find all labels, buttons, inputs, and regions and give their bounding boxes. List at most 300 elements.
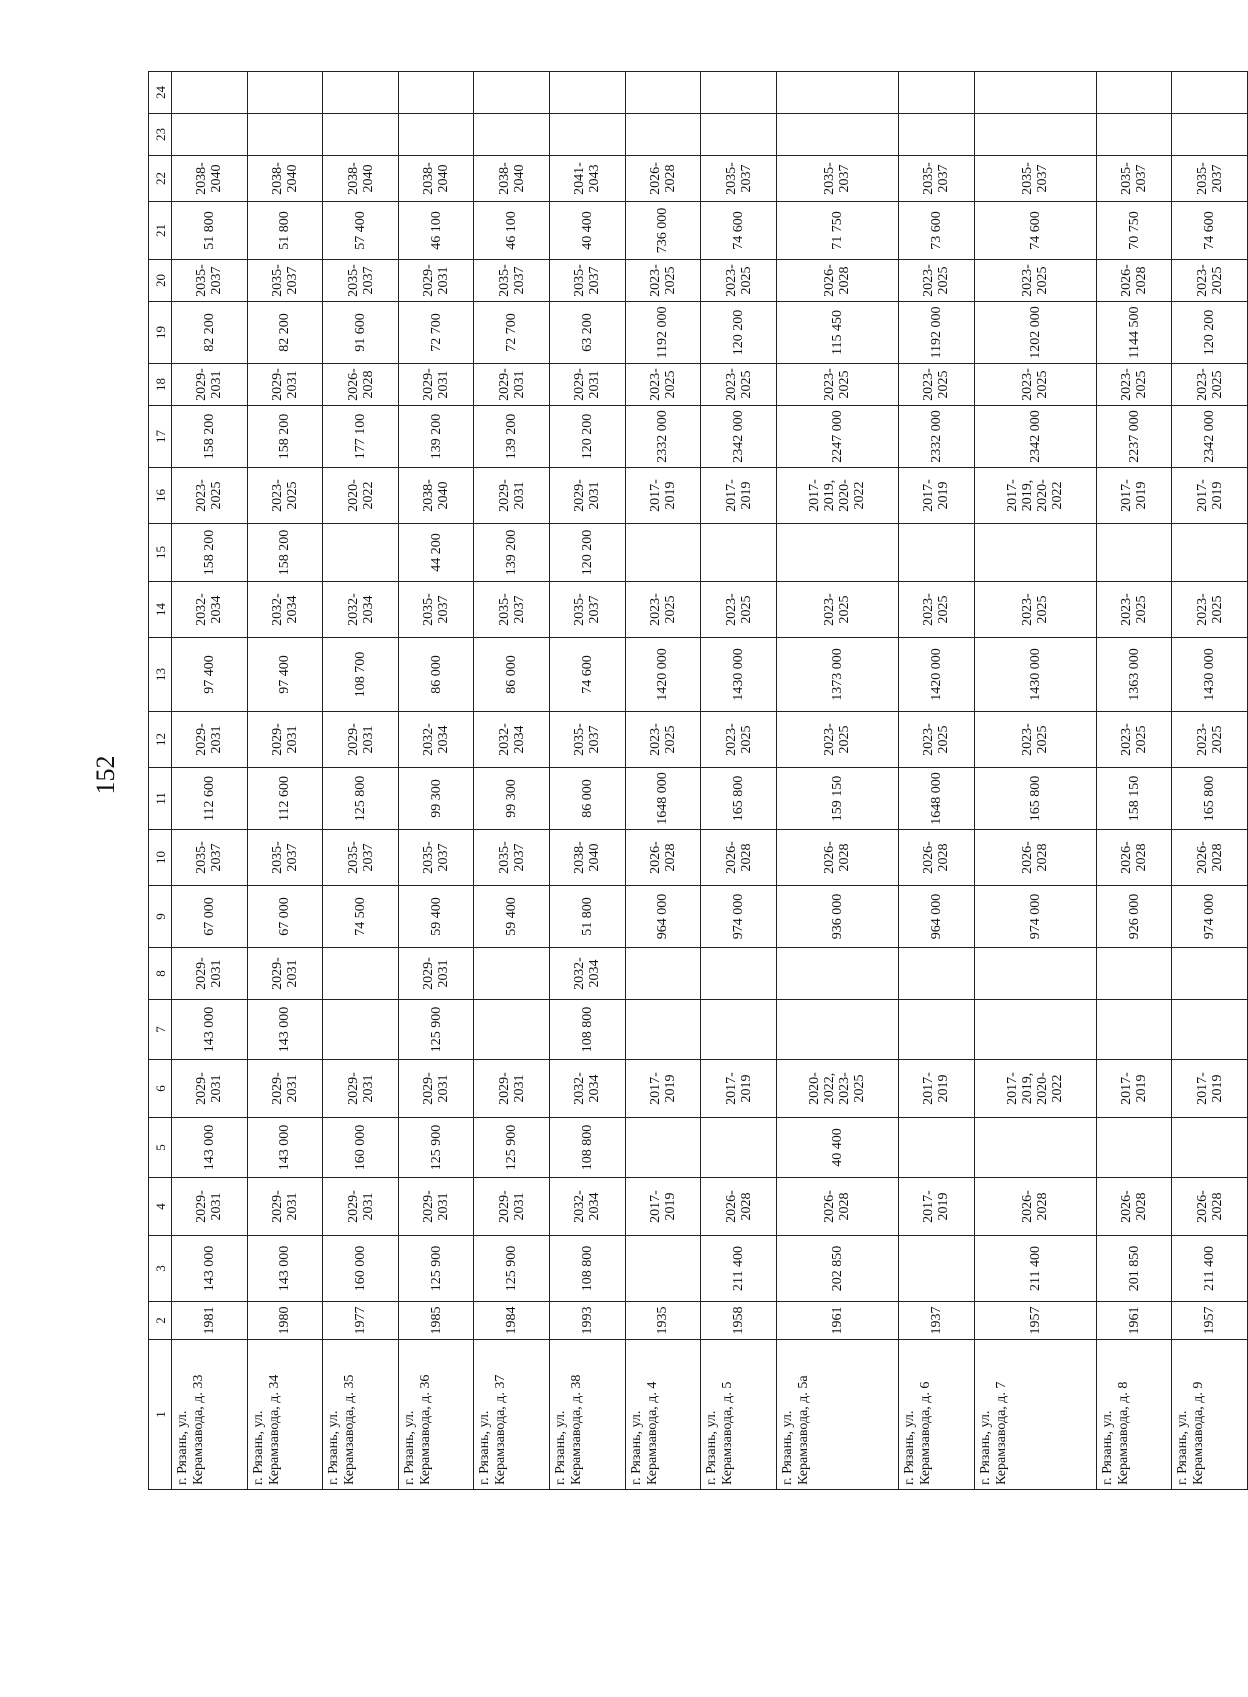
- table-cell: 2026-2028: [323, 364, 399, 406]
- table-cell: 158 150: [1096, 768, 1172, 830]
- table-row: [974, 72, 1096, 1490]
- table-cell: 1937: [899, 1302, 975, 1340]
- table-cell: 86 000: [474, 638, 550, 712]
- table-cell: 44 200: [398, 524, 474, 582]
- column-number-22: 22: [149, 156, 172, 202]
- table-cell: [323, 524, 399, 582]
- table-row: [247, 72, 323, 1490]
- table-row: [776, 72, 898, 1490]
- table-cell: 964 000: [899, 886, 975, 948]
- table-cell: 2023-2025: [1172, 260, 1248, 302]
- column-number-24: 24: [149, 72, 172, 114]
- table-cell: 2029-2031: [474, 364, 550, 406]
- table-cell: [474, 72, 550, 114]
- table-cell: 2035-2037: [172, 830, 248, 886]
- table-cell: [1096, 1118, 1172, 1178]
- table-cell: 1980: [247, 1302, 323, 1340]
- table-cell: 51 800: [247, 202, 323, 260]
- table-cell: 1961: [776, 1302, 898, 1340]
- table-cell: 2026-2028: [701, 830, 777, 886]
- table-cell: 97 400: [247, 638, 323, 712]
- table-cell: 2038-2040: [474, 156, 550, 202]
- table-cell: 86 000: [550, 768, 626, 830]
- table-cell: 1985: [398, 1302, 474, 1340]
- table-cell: 70 750: [1096, 202, 1172, 260]
- table-cell: 2026-2028: [776, 830, 898, 886]
- table-cell: 67 000: [247, 886, 323, 948]
- table-row: [1172, 72, 1248, 1490]
- table-cell: [1096, 72, 1172, 114]
- table-cell: 2029-2031: [323, 1178, 399, 1236]
- table-cell: 165 800: [1172, 768, 1248, 830]
- column-number-2: 2: [149, 1302, 172, 1340]
- column-number-1: 1: [149, 1340, 172, 1490]
- table-cell: 2023-2025: [1172, 712, 1248, 768]
- table-cell: 2023-2025: [625, 364, 701, 406]
- table-cell: 82 200: [172, 302, 248, 364]
- table-cell: 1984: [474, 1302, 550, 1340]
- table-cell: 1957: [974, 1302, 1096, 1340]
- table-cell: 2023-2025: [701, 364, 777, 406]
- table-cell: [1096, 948, 1172, 1000]
- table-cell: 2017-2019: [1096, 468, 1172, 524]
- table-cell: 1420 000: [625, 638, 701, 712]
- table-cell: 2026-2028: [776, 1178, 898, 1236]
- table-cell: [550, 114, 626, 156]
- table-cell: 115 450: [776, 302, 898, 364]
- table-cell: 2017-2019: [1172, 1060, 1248, 1118]
- table-cell: 2035-2037: [474, 582, 550, 638]
- table-cell: 926 000: [1096, 886, 1172, 948]
- table-cell: 2029-2031: [398, 364, 474, 406]
- table-cell: 2035-2037: [550, 712, 626, 768]
- table-cell: 2026-2028: [1172, 830, 1248, 886]
- table-cell: 2035-2037: [776, 156, 898, 202]
- table-cell: 2023-2025: [247, 468, 323, 524]
- table-cell: 2029-2031: [398, 260, 474, 302]
- table-cell: 2023-2025: [625, 712, 701, 768]
- table-cell: 59 400: [398, 886, 474, 948]
- table-cell: 73 600: [899, 202, 975, 260]
- table-cell: [247, 72, 323, 114]
- table-cell: 974 000: [1172, 886, 1248, 948]
- table-cell: 2035-2037: [550, 260, 626, 302]
- table-cell: 108 800: [550, 1236, 626, 1302]
- table-cell: 158 200: [172, 406, 248, 468]
- table-cell: 2029-2031: [172, 1178, 248, 1236]
- column-number-7: 7: [149, 1000, 172, 1060]
- table-cell: [1096, 1000, 1172, 1060]
- table-cell: [701, 1118, 777, 1178]
- table-cell: 2026-2028: [899, 830, 975, 886]
- table-cell: [1172, 72, 1248, 114]
- table-cell: 46 100: [398, 202, 474, 260]
- table-row: [550, 72, 626, 1490]
- table-cell: 143 000: [247, 1236, 323, 1302]
- table-cell: 2017-2019: [625, 1178, 701, 1236]
- table-cell: 2029-2031: [474, 1178, 550, 1236]
- table-cell: [899, 114, 975, 156]
- table-cell: 2038-2040: [398, 156, 474, 202]
- table-cell: 2029-2031: [398, 948, 474, 1000]
- table-row: [701, 72, 777, 1490]
- table-cell: 139 200: [474, 524, 550, 582]
- table-cell: 2029-2031: [398, 1060, 474, 1118]
- table-cell: 2029-2031: [247, 1178, 323, 1236]
- table-cell: 964 000: [625, 886, 701, 948]
- table-cell: 2035-2037: [172, 260, 248, 302]
- table-cell: 108 800: [550, 1118, 626, 1178]
- column-number-9: 9: [149, 886, 172, 948]
- table-cell: 2017-2019, 2020-2022: [776, 468, 898, 524]
- table-cell: 74 600: [550, 638, 626, 712]
- table-cell: 202 850: [776, 1236, 898, 1302]
- table-cell: 2017-2019: [701, 468, 777, 524]
- table-cell: 2023-2025: [899, 364, 975, 406]
- table-cell: 2035-2037: [247, 830, 323, 886]
- table-cell: [323, 72, 399, 114]
- table-cell: 2023-2025: [1096, 712, 1172, 768]
- table-cell: 201 850: [1096, 1236, 1172, 1302]
- table-cell: 2023-2025: [172, 468, 248, 524]
- table-cell: 2023-2025: [1096, 364, 1172, 406]
- table-cell: 2032-2034: [550, 1060, 626, 1118]
- table-cell: 2017-2019, 2020-2022: [974, 468, 1096, 524]
- table-cell: 2342 000: [1172, 406, 1248, 468]
- table-cell: 160 000: [323, 1118, 399, 1178]
- table-cell: 120 200: [701, 302, 777, 364]
- table-cell: 2023-2025: [701, 712, 777, 768]
- table-cell: [323, 114, 399, 156]
- table-cell: [974, 948, 1096, 1000]
- table-cell: 139 200: [474, 406, 550, 468]
- table-cell: 2026-2028: [1096, 260, 1172, 302]
- table-cell: 2035-2037: [398, 582, 474, 638]
- table-cell: 2342 000: [974, 406, 1096, 468]
- table-cell: 1430 000: [1172, 638, 1248, 712]
- column-number-8: 8: [149, 948, 172, 1000]
- table-cell: 2029-2031: [474, 1060, 550, 1118]
- table-cell: 211 400: [1172, 1236, 1248, 1302]
- table-cell: [701, 948, 777, 1000]
- table-cell: 143 000: [172, 1236, 248, 1302]
- column-number-row: [149, 72, 172, 1490]
- table-cell: 2032-2034: [398, 712, 474, 768]
- address-cell: г. Рязань, ул. Керамзавода, д. 35: [323, 1340, 399, 1490]
- table-cell: [625, 1118, 701, 1178]
- table-row: [625, 72, 701, 1490]
- table-cell: 120 200: [550, 406, 626, 468]
- table-cell: [474, 948, 550, 1000]
- table-cell: 2017-2019: [625, 1060, 701, 1118]
- table-cell: 143 000: [247, 1000, 323, 1060]
- table-cell: [1172, 114, 1248, 156]
- table-cell: 125 900: [398, 1236, 474, 1302]
- table-cell: [899, 1000, 975, 1060]
- table-cell: 125 900: [398, 1000, 474, 1060]
- table-cell: 2332 000: [899, 406, 975, 468]
- table-cell: 71 750: [776, 202, 898, 260]
- table-cell: 2026-2028: [1096, 1178, 1172, 1236]
- table-cell: 51 800: [550, 886, 626, 948]
- table-cell: 59 400: [474, 886, 550, 948]
- table-cell: 211 400: [974, 1236, 1096, 1302]
- table-cell: 211 400: [701, 1236, 777, 1302]
- table-cell: 1993: [550, 1302, 626, 1340]
- table-cell: 108 700: [323, 638, 399, 712]
- table-cell: 2026-2028: [974, 1178, 1096, 1236]
- table-cell: 2038-2040: [323, 156, 399, 202]
- table-cell: 2029-2031: [172, 1060, 248, 1118]
- table-cell: 143 000: [172, 1000, 248, 1060]
- table-cell: 2023-2025: [899, 260, 975, 302]
- rotated-table-wrapper: [148, 80, 1248, 1490]
- table-cell: [899, 948, 975, 1000]
- table-row: [323, 72, 399, 1490]
- table-cell: 158 200: [247, 406, 323, 468]
- table-cell: 40 400: [550, 202, 626, 260]
- table-cell: 2035-2037: [1172, 156, 1248, 202]
- table-cell: 2032-2034: [323, 582, 399, 638]
- column-number-12: 12: [149, 712, 172, 768]
- table-cell: 139 200: [398, 406, 474, 468]
- table-cell: 2023-2025: [776, 364, 898, 406]
- table-cell: 2029-2031: [550, 364, 626, 406]
- table-cell: 2023-2025: [625, 582, 701, 638]
- table-cell: 736 000: [625, 202, 701, 260]
- table-cell: 2017-2019: [899, 1178, 975, 1236]
- table-cell: [172, 72, 248, 114]
- table-cell: 2247 000: [776, 406, 898, 468]
- table-cell: [625, 1000, 701, 1060]
- table-cell: 67 000: [172, 886, 248, 948]
- table-cell: [974, 1000, 1096, 1060]
- table-row: [172, 72, 248, 1490]
- column-number-10: 10: [149, 830, 172, 886]
- table-cell: 974 000: [701, 886, 777, 948]
- address-cell: г. Рязань, ул. Керамзавода, д. 4: [625, 1340, 701, 1490]
- table-cell: 2029-2031: [247, 948, 323, 1000]
- table-cell: [1172, 1000, 1248, 1060]
- table-cell: 74 600: [974, 202, 1096, 260]
- table-cell: [398, 72, 474, 114]
- table-cell: [1096, 114, 1172, 156]
- table-cell: [899, 524, 975, 582]
- table-cell: 125 900: [474, 1236, 550, 1302]
- column-number-15: 15: [149, 524, 172, 582]
- table-cell: 143 000: [247, 1118, 323, 1178]
- table-cell: 1430 000: [701, 638, 777, 712]
- table-cell: 2029-2031: [172, 364, 248, 406]
- table-cell: [1172, 1118, 1248, 1178]
- table-cell: 74 600: [701, 202, 777, 260]
- table-cell: 120 200: [550, 524, 626, 582]
- table-cell: 1430 000: [974, 638, 1096, 712]
- table-cell: [776, 114, 898, 156]
- table-cell: [172, 114, 248, 156]
- table-cell: 108 800: [550, 1000, 626, 1060]
- table-cell: 2029-2031: [398, 1178, 474, 1236]
- column-number-23: 23: [149, 114, 172, 156]
- table-cell: [974, 72, 1096, 114]
- table-cell: 2026-2028: [1096, 830, 1172, 886]
- table-cell: 2023-2025: [1172, 364, 1248, 406]
- table-cell: 2017-2019: [701, 1060, 777, 1118]
- table-cell: 125 900: [398, 1118, 474, 1178]
- address-cell: г. Рязань, ул. Керамзавода, д. 8: [1096, 1340, 1172, 1490]
- table-cell: 2023-2025: [625, 260, 701, 302]
- table-cell: 99 300: [474, 768, 550, 830]
- table-row: [1096, 72, 1172, 1490]
- column-number-3: 3: [149, 1236, 172, 1302]
- table-cell: 2029-2031: [323, 712, 399, 768]
- table-body: [172, 72, 1248, 1490]
- table-cell: 2029-2031: [172, 948, 248, 1000]
- table-cell: 2029-2031: [172, 712, 248, 768]
- table-cell: 2023-2025: [974, 364, 1096, 406]
- address-cell: г. Рязань, ул. Керамзавода, д. 5а: [776, 1340, 898, 1490]
- table-cell: [323, 948, 399, 1000]
- column-number-14: 14: [149, 582, 172, 638]
- table-cell: 2023-2025: [1096, 582, 1172, 638]
- table-cell: 160 000: [323, 1236, 399, 1302]
- table-cell: 2035-2037: [474, 830, 550, 886]
- table-cell: 2035-2037: [1096, 156, 1172, 202]
- table-cell: 2032-2034: [550, 1178, 626, 1236]
- table-cell: 1420 000: [899, 638, 975, 712]
- table-cell: 2035-2037: [398, 830, 474, 886]
- table-cell: 1144 500: [1096, 302, 1172, 364]
- address-cell: г. Рязань, ул. Керамзавода, д. 7: [974, 1340, 1096, 1490]
- table-cell: 1961: [1096, 1302, 1172, 1340]
- table-cell: [899, 1118, 975, 1178]
- column-number-6: 6: [149, 1060, 172, 1118]
- table-cell: 72 700: [398, 302, 474, 364]
- table-cell: [701, 524, 777, 582]
- table-cell: 177 100: [323, 406, 399, 468]
- table-cell: 158 200: [172, 524, 248, 582]
- table-cell: 2023-2025: [1172, 582, 1248, 638]
- table-cell: 974 000: [974, 886, 1096, 948]
- table-cell: 63 200: [550, 302, 626, 364]
- table-cell: 2332 000: [625, 406, 701, 468]
- address-cell: г. Рязань, ул. Керамзавода, д. 6: [899, 1340, 975, 1490]
- table-cell: [974, 1118, 1096, 1178]
- table-cell: 2035-2037: [323, 830, 399, 886]
- table-cell: [247, 114, 323, 156]
- table-cell: 51 800: [172, 202, 248, 260]
- table-cell: [474, 1000, 550, 1060]
- table-cell: 1192 000: [625, 302, 701, 364]
- table-cell: 2035-2037: [974, 156, 1096, 202]
- table-cell: 2029-2031: [323, 1060, 399, 1118]
- column-number-18: 18: [149, 364, 172, 406]
- table-cell: [974, 114, 1096, 156]
- table-cell: 1202 000: [974, 302, 1096, 364]
- table-cell: 165 800: [701, 768, 777, 830]
- column-number-16: 16: [149, 468, 172, 524]
- table-cell: [776, 72, 898, 114]
- table-cell: 2038-2040: [550, 830, 626, 886]
- table-cell: [398, 114, 474, 156]
- table-cell: 2029-2031: [474, 468, 550, 524]
- table-cell: [550, 72, 626, 114]
- table-cell: 1957: [1172, 1302, 1248, 1340]
- table-cell: [625, 72, 701, 114]
- table-cell: 2035-2037: [323, 260, 399, 302]
- address-cell: г. Рязань, ул. Керамзавода, д. 34: [247, 1340, 323, 1490]
- table-cell: 2017-2019: [899, 1060, 975, 1118]
- table-cell: 158 200: [247, 524, 323, 582]
- table-cell: 2026-2028: [701, 1178, 777, 1236]
- table-cell: 936 000: [776, 886, 898, 948]
- address-cell: г. Рязань, ул. Керамзавода, д. 36: [398, 1340, 474, 1490]
- table-cell: 2029-2031: [247, 712, 323, 768]
- table-cell: [701, 114, 777, 156]
- table-cell: 2342 000: [701, 406, 777, 468]
- table-cell: 143 000: [172, 1118, 248, 1178]
- table-cell: 91 600: [323, 302, 399, 364]
- table-cell: 2032-2034: [474, 712, 550, 768]
- table-cell: 97 400: [172, 638, 248, 712]
- table-cell: 1363 000: [1096, 638, 1172, 712]
- table-cell: 1373 000: [776, 638, 898, 712]
- table-cell: 2026-2028: [625, 830, 701, 886]
- column-number-4: 4: [149, 1178, 172, 1236]
- table-cell: 112 600: [172, 768, 248, 830]
- table-cell: 1935: [625, 1302, 701, 1340]
- table-cell: 74 500: [323, 886, 399, 948]
- table-cell: [776, 948, 898, 1000]
- table-cell: 99 300: [398, 768, 474, 830]
- table-cell: 2023-2025: [974, 260, 1096, 302]
- table-cell: 82 200: [247, 302, 323, 364]
- table-cell: [1172, 948, 1248, 1000]
- column-number-11: 11: [149, 768, 172, 830]
- table-cell: 2032-2034: [247, 582, 323, 638]
- table-cell: [701, 72, 777, 114]
- table-cell: 2020-2022: [323, 468, 399, 524]
- table-cell: [776, 524, 898, 582]
- table-cell: 125 800: [323, 768, 399, 830]
- table-cell: 2041-2043: [550, 156, 626, 202]
- table-cell: [1172, 524, 1248, 582]
- table-cell: 2017-2019: [1096, 1060, 1172, 1118]
- address-cell: г. Рязань, ул. Керамзавода, д. 37: [474, 1340, 550, 1490]
- table-cell: 2035-2037: [474, 260, 550, 302]
- table-cell: [899, 1236, 975, 1302]
- table-cell: 2026-2028: [625, 156, 701, 202]
- table-cell: 40 400: [776, 1118, 898, 1178]
- column-number-19: 19: [149, 302, 172, 364]
- table-cell: [974, 524, 1096, 582]
- table-cell: 1192 000: [899, 302, 975, 364]
- table-cell: 112 600: [247, 768, 323, 830]
- table-cell: [625, 114, 701, 156]
- table-cell: 2023-2025: [701, 260, 777, 302]
- table-cell: [625, 948, 701, 1000]
- housing-repair-table: [148, 71, 1248, 1490]
- table-cell: 2035-2037: [899, 156, 975, 202]
- address-cell: г. Рязань, ул. Керамзавода, д. 5: [701, 1340, 777, 1490]
- table-cell: [323, 1000, 399, 1060]
- column-number-17: 17: [149, 406, 172, 468]
- table-cell: [625, 524, 701, 582]
- table-cell: 2017-2019: [899, 468, 975, 524]
- table-cell: 2035-2037: [247, 260, 323, 302]
- table-cell: 57 400: [323, 202, 399, 260]
- table-cell: 2029-2031: [247, 364, 323, 406]
